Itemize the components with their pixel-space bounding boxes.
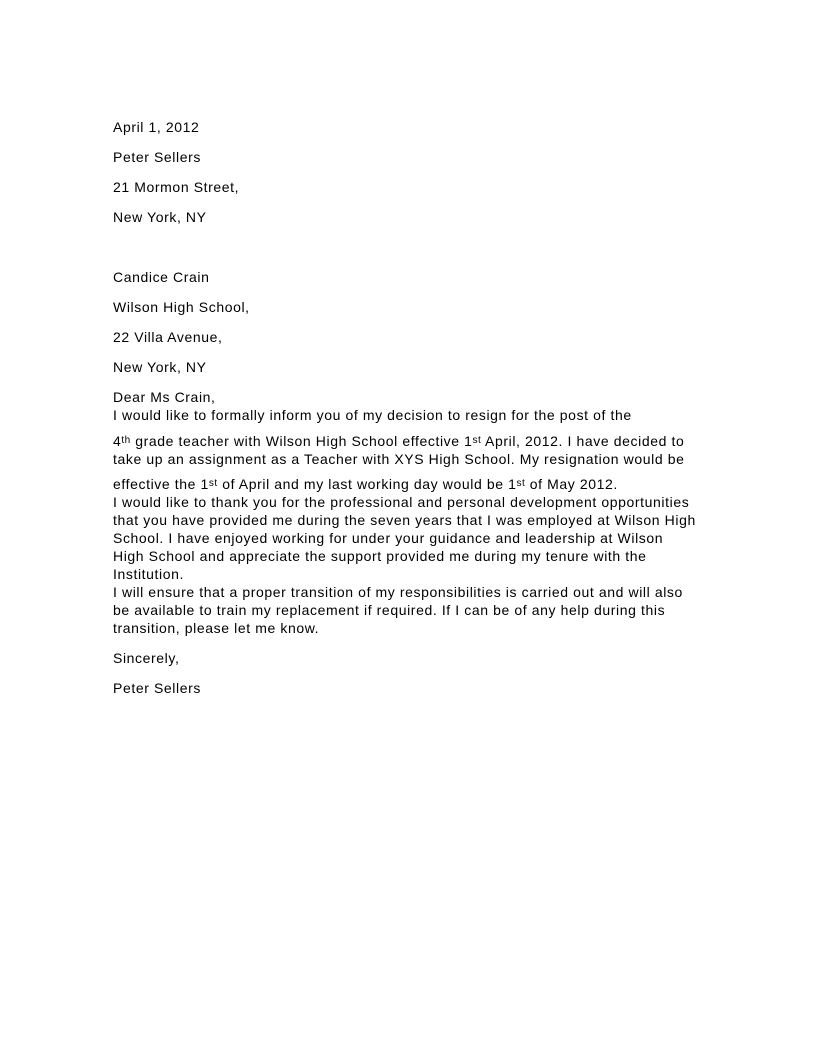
ordinal-suffix: st [472, 435, 482, 446]
paragraph-line: I would like to thank you for the professional and personal development opportunities [113, 494, 690, 510]
text-segment: April, 2012. I have decided to [481, 433, 685, 449]
paragraph-thanks [113, 493, 713, 583]
text-segment: of May 2012. [525, 476, 618, 492]
paragraph-line: School. I have enjoyed working for under your guidance and leadership at Wilson [113, 530, 664, 546]
paragraph-line: transition, please let me know. [113, 620, 320, 636]
paragraph-line [113, 475, 713, 493]
paragraph-line: I will ensure that a proper transition of my responsibilities is carried out and will also [113, 584, 683, 600]
letter-date: April 1, 2012 [113, 119, 200, 135]
paragraph-line: High School and appreciate the support provided me during my tenure with the [113, 548, 647, 564]
paragraph-line: take up an assignment as a Teacher with XYS High School. My resignation would be [113, 451, 685, 467]
recipient-organization: Wilson High School, [113, 299, 250, 315]
ordinal-suffix: st [516, 478, 526, 489]
closing: Sincerely, [113, 650, 180, 666]
salutation: Dear Ms Crain, [113, 389, 216, 405]
sender-city: New York, NY [113, 209, 207, 225]
recipient-city: New York, NY [113, 359, 207, 375]
paragraph-resignation [113, 406, 713, 493]
signature-name: Peter Sellers [113, 680, 201, 696]
paragraph-transition [113, 583, 713, 637]
recipient-name: Candice Crain [113, 269, 210, 285]
text-segment: of April and my last working day would be 1 [217, 476, 517, 492]
ordinal-suffix: st [208, 478, 218, 489]
paragraph-line [113, 432, 713, 450]
sender-name: Peter Sellers [113, 149, 201, 165]
text-segment: grade teacher with Wilson High School effective 1 [130, 433, 473, 449]
recipient-street: 22 Villa Avenue, [113, 329, 223, 345]
paragraph-line: Institution. [113, 566, 185, 582]
paragraph-line: that you have provided me during the seven years that I was employed at Wilson High [113, 512, 696, 528]
sender-street: 21 Mormon Street, [113, 179, 240, 195]
ordinal-suffix: th [121, 435, 131, 446]
ordinal-number: 4 [113, 433, 122, 449]
paragraph-line: I would like to formally inform you of my decision to resign for the post of the [113, 407, 632, 423]
resignation-letter [113, 118, 713, 697]
paragraph-line: be available to train my replacement if required. If I can be of any help during this [113, 602, 666, 618]
text-segment: effective the 1 [113, 476, 209, 492]
